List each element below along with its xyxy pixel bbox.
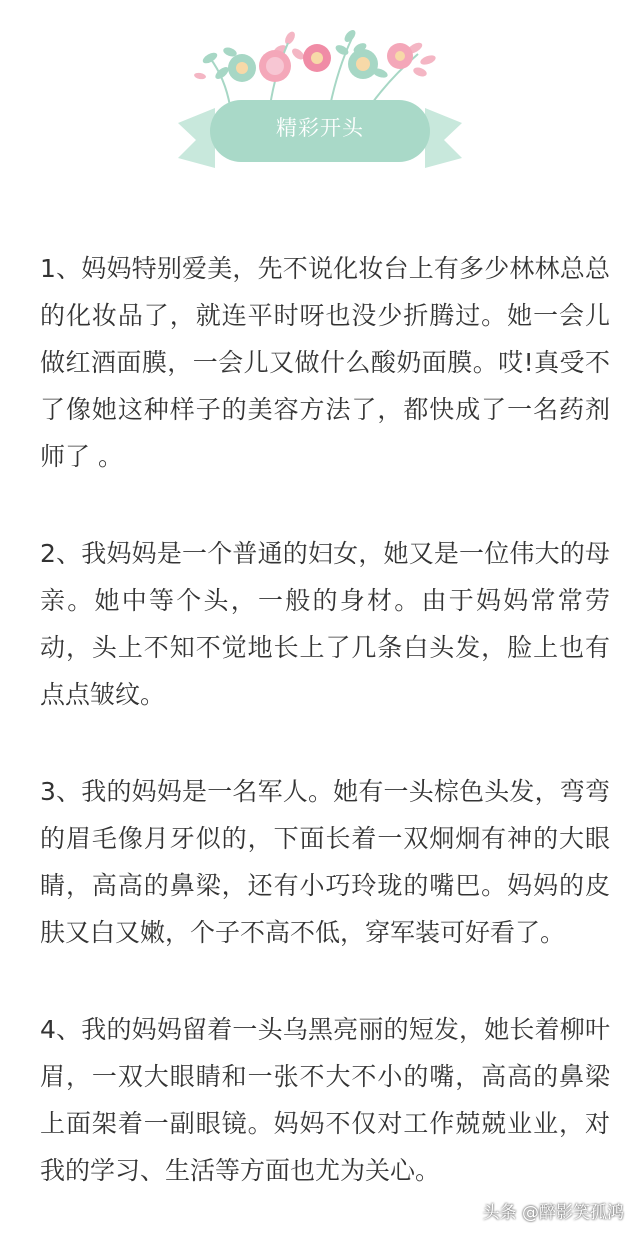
paragraph-3: 3、我的妈妈是一名军人。她有一头棕色头发，弯弯的眉毛像月牙似的，下面长着一双炯炯有神的大眼睛，高高的鼻梁，还有小巧玲珑的嘴巴。妈妈的皮肤又白又嫩，个子不高不低，穿军装可好看了。 [40,777,610,947]
page-title: 精彩开头 [276,116,364,140]
article-body [40,245,610,1244]
watermark: 头条 @醉影笑孤鸿 [482,1203,624,1223]
paragraph-1: 1、妈妈特别爱美，先不说化妆台上有多少林林总总的化妆品了，就连平时呀也没少折腾过。她一会儿做红酒面膜，一会儿又做什么酸奶面膜。哎!真受不了像她这种样子的美容方法了，都快成了一名药剂师了 。 [40,254,610,471]
paragraph-4: 4、我的妈妈留着一头乌黑亮丽的短发，她长着柳叶眉，一双大眼睛和一张不大不小的嘴，高高的鼻梁上面架着一副眼镜。妈妈不仅对工作兢兢业业，对我的学习、生活等方面也尤为关心。 [40,1015,610,1185]
paragraph-2: 2、我妈妈是一个普通的妇女，她又是一位伟大的母亲。她中等个头，一般的身材。由于妈妈常常劳动，头上不知不觉地长上了几条白头发，脸上也有点点皱纹。 [40,539,610,709]
header-banner [0,0,640,200]
flower-wreath-icon [170,18,470,183]
